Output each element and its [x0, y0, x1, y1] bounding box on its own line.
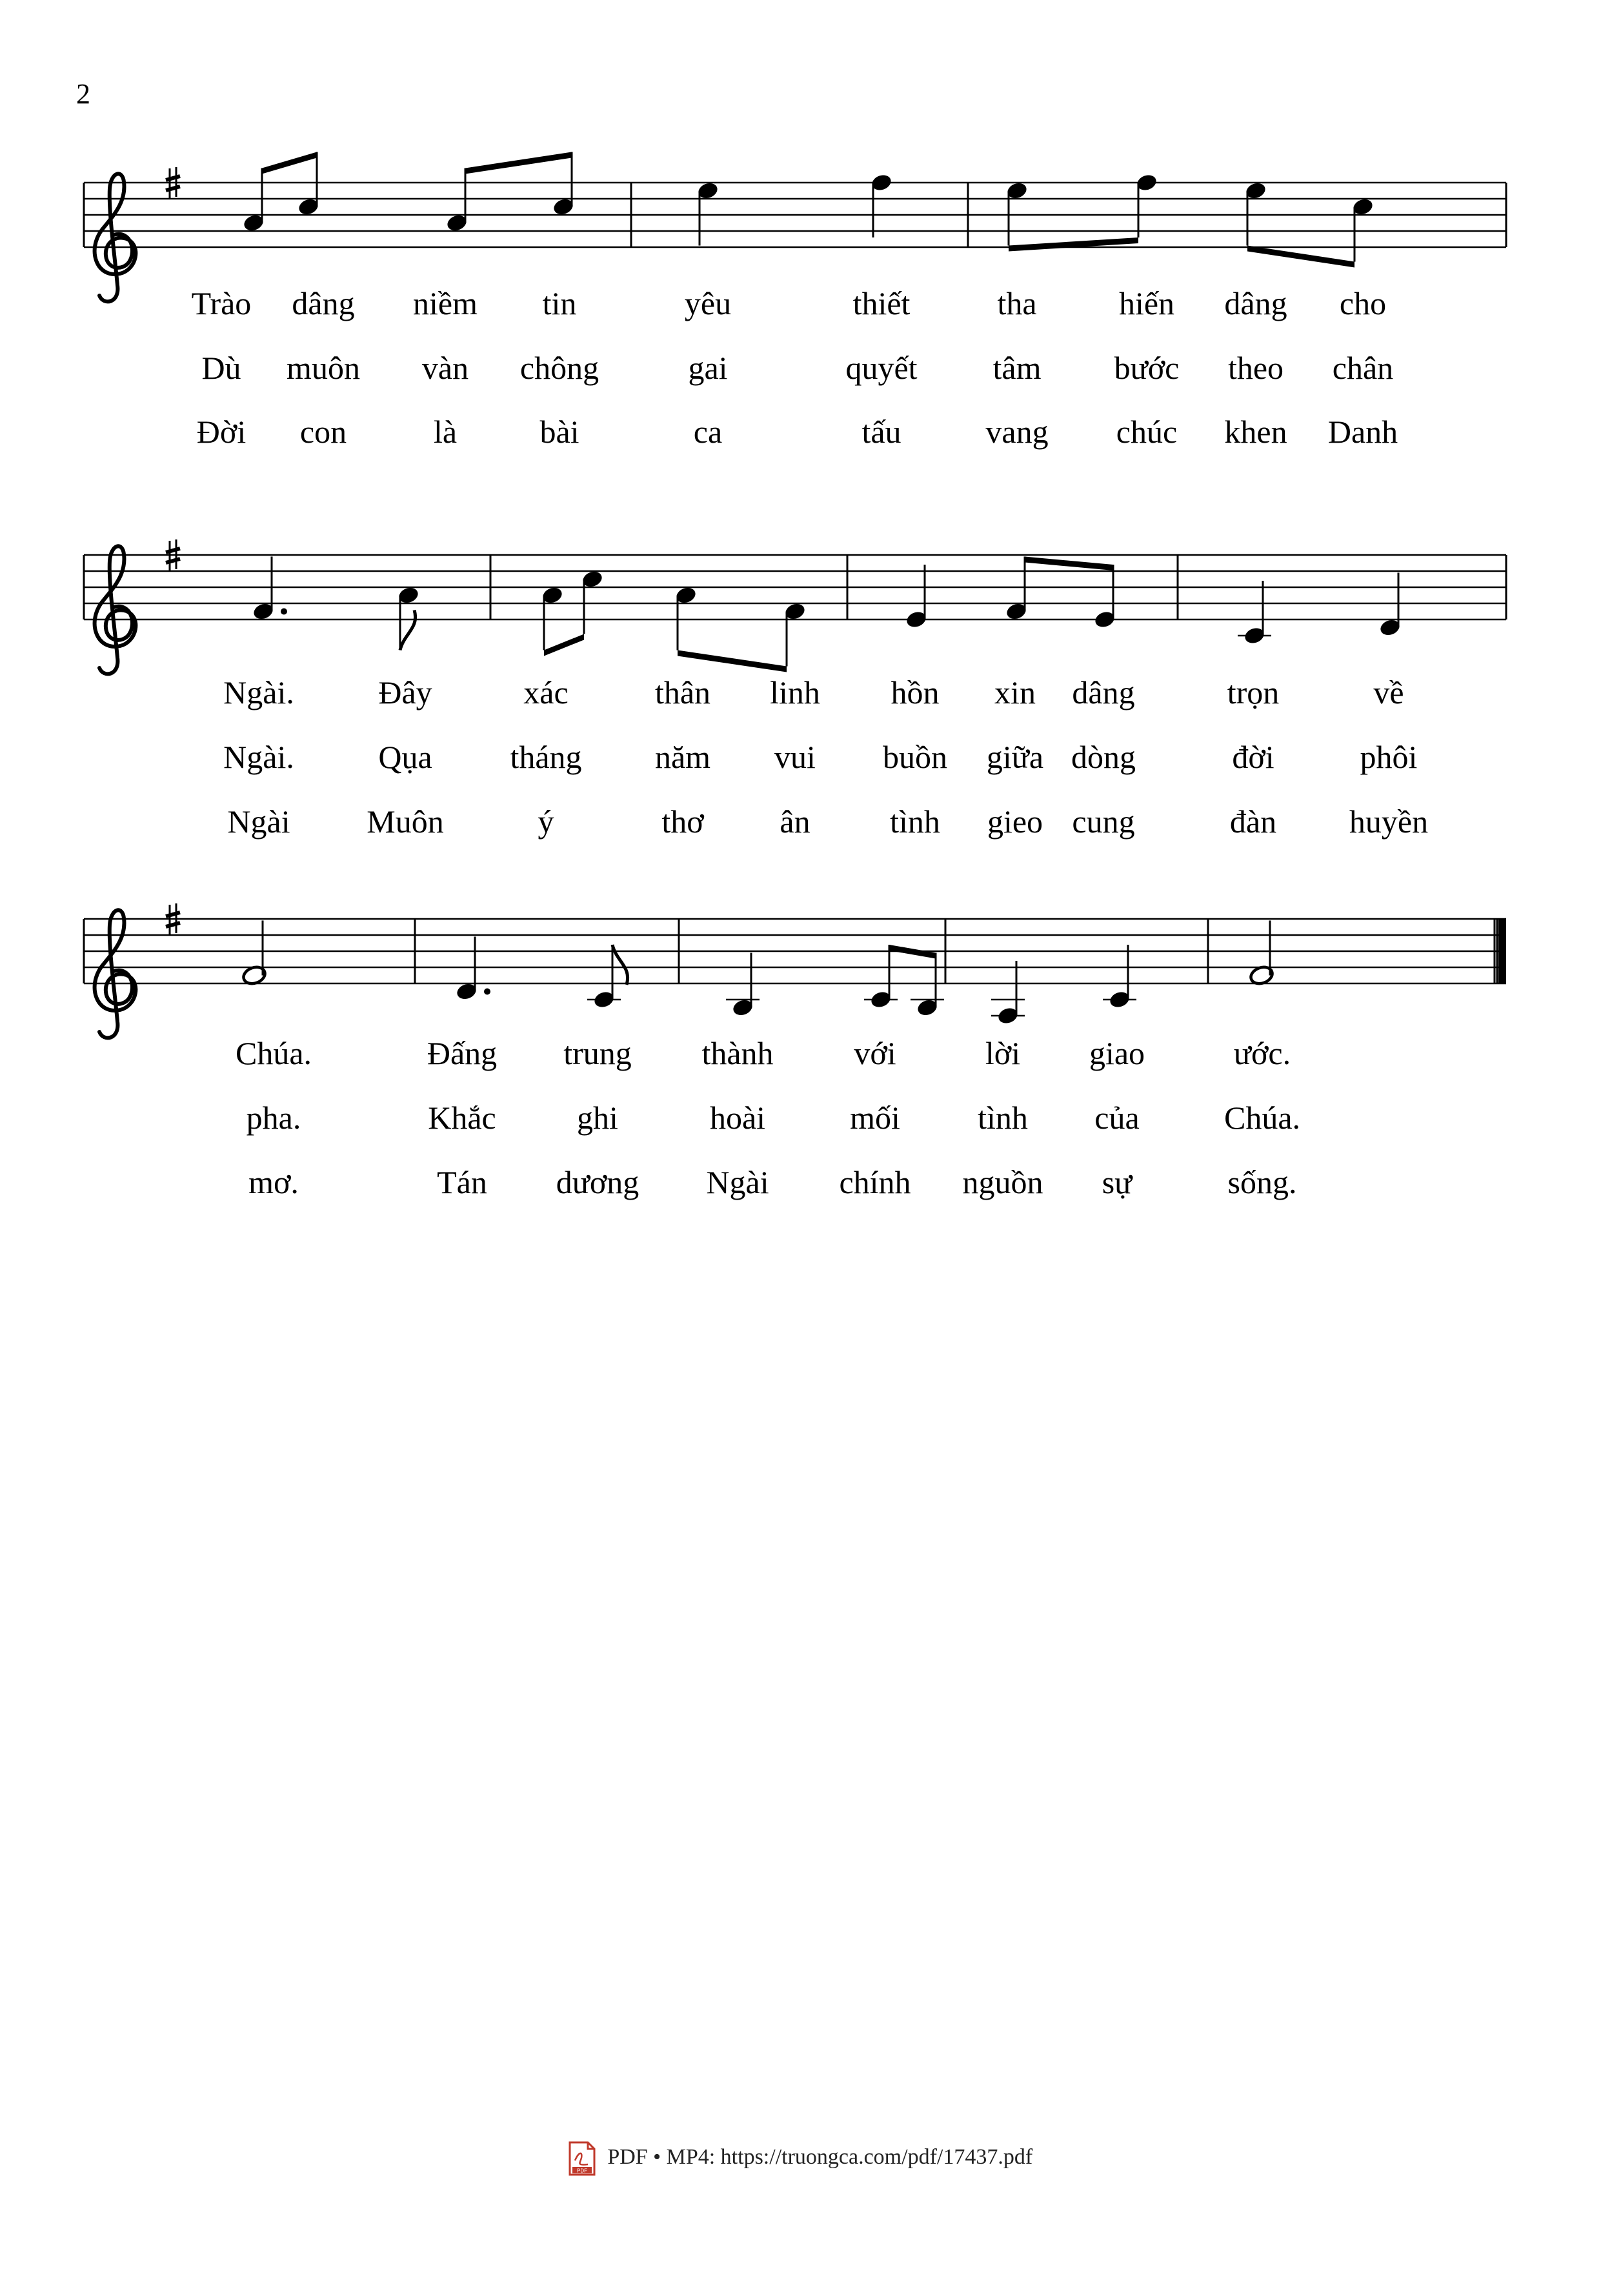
- staff-system-2: [84, 539, 1506, 674]
- note: [581, 569, 604, 634]
- lyric-syllable: Ngài.: [223, 674, 294, 710]
- svg-text:PDF: PDF: [576, 2168, 587, 2174]
- lyric-syllable: pha.: [246, 1100, 301, 1136]
- lyric-syllable: Tán: [437, 1164, 487, 1200]
- note: [991, 961, 1025, 1025]
- lyric-syllable: ước.: [1233, 1035, 1291, 1071]
- beam: [544, 634, 584, 656]
- note: [252, 557, 287, 621]
- footer-text: PDF • MP4: https://truongca.com/pdf/17437.pdf: [607, 2144, 1033, 2169]
- lyric-syllable: xin: [994, 674, 1036, 710]
- pdf-icon: [569, 2141, 596, 2176]
- lyric-syllable: của: [1094, 1100, 1140, 1136]
- lyric-syllable: Khắc: [428, 1100, 496, 1136]
- lyric-syllable: Đấng: [427, 1035, 498, 1071]
- note: [541, 585, 564, 650]
- lyric-syllable: Đây: [378, 674, 432, 710]
- lyric-syllable: phôi: [1360, 739, 1418, 775]
- note: [1249, 921, 1274, 987]
- lyric-syllable: mơ.: [248, 1164, 299, 1200]
- lyric-syllable: tâm: [992, 350, 1042, 386]
- lyric-syllable: nguồn: [962, 1164, 1043, 1200]
- note: [1005, 181, 1029, 245]
- lyric-syllable: với: [854, 1035, 896, 1071]
- beam: [1009, 237, 1138, 252]
- lyric-syllable: bài: [539, 414, 579, 450]
- lyric-syllable: niềm: [413, 285, 478, 321]
- lyric-syllable: theo: [1227, 350, 1284, 386]
- note: [864, 945, 898, 1009]
- lyric-syllable: Đời: [196, 414, 247, 450]
- lyric-syllable: Trào: [191, 285, 252, 321]
- note: [1378, 573, 1402, 638]
- lyric-syllable: dòng: [1071, 739, 1136, 775]
- lyric-syllable: ý: [538, 803, 554, 840]
- lyric-syllable: quyết: [845, 350, 918, 386]
- lyric-syllable: Ngài.: [223, 739, 294, 775]
- note: [674, 585, 698, 650]
- lyric-syllable: yêu: [684, 285, 732, 321]
- note: [397, 585, 420, 650]
- lyric-syllable: dâng: [1224, 285, 1287, 321]
- note: [1238, 581, 1271, 645]
- lyric-syllable: vui: [774, 739, 816, 775]
- lyric-syllable: chân: [1332, 350, 1394, 386]
- staff-system-1: [84, 152, 1506, 302]
- note: [1244, 181, 1267, 245]
- lyric-syllable: tình: [890, 803, 940, 840]
- lyric-syllable: trọn: [1227, 674, 1280, 710]
- footer: [0, 2141, 1601, 2176]
- note: [905, 565, 928, 629]
- lyric-syllable: tháng: [510, 739, 582, 775]
- flag: [400, 610, 416, 650]
- beam: [889, 945, 936, 959]
- lyric-syllable: gai: [688, 350, 728, 386]
- lyric-syllable: Ngài: [227, 803, 290, 840]
- lyric-syllable: đời: [1232, 739, 1274, 775]
- lyric-syllable: Ngài: [706, 1164, 769, 1200]
- lyric-syllable: dâng: [1072, 674, 1135, 710]
- lyric-syllable: bước: [1114, 350, 1180, 386]
- lyric-syllable: hiến: [1118, 285, 1175, 321]
- note: [455, 937, 490, 1002]
- page-number: 2: [76, 78, 90, 110]
- lyric-syllable: dâng: [292, 285, 355, 321]
- lyric-syllable: cho: [1339, 285, 1387, 321]
- lyric-syllable: huyền: [1349, 803, 1429, 840]
- note: [1135, 173, 1158, 237]
- beam: [262, 152, 317, 174]
- lyric-syllable: linh: [770, 674, 820, 710]
- lyric-syllable: chông: [519, 350, 599, 386]
- lyric-syllable: chúc: [1116, 414, 1178, 450]
- note: [1005, 557, 1028, 621]
- note: [1093, 565, 1116, 629]
- beam: [1247, 246, 1354, 268]
- lyric-syllable: dương: [556, 1164, 639, 1200]
- lyric-syllable: Dù: [201, 350, 241, 386]
- lyric-syllable: muôn: [287, 350, 360, 386]
- lyric-syllable: là: [433, 414, 458, 450]
- lyric-syllable: giữa: [986, 739, 1044, 775]
- note: [241, 921, 267, 987]
- lyric-syllable: trung: [563, 1035, 632, 1071]
- lyric-syllable: đàn: [1229, 803, 1277, 840]
- lyric-syllable: ca: [693, 414, 723, 450]
- lyric-syllable: lời: [985, 1035, 1021, 1071]
- lyric-syllable: Muôn: [367, 803, 444, 840]
- note: [696, 181, 720, 245]
- lyric-syllable: tình: [978, 1100, 1028, 1136]
- lyric-syllable: về: [1373, 674, 1404, 710]
- staff-system-3: [84, 903, 1506, 1038]
- lyric-syllable: xác: [523, 674, 569, 710]
- note: [726, 953, 760, 1018]
- lyric-syllable: tấu: [861, 414, 901, 450]
- lyric-syllable: thành: [701, 1035, 774, 1071]
- lyric-syllable: con: [299, 414, 347, 450]
- note: [870, 173, 893, 237]
- beam: [465, 152, 572, 174]
- lyric-syllable: thân: [654, 674, 711, 710]
- lyric-syllable: tha: [997, 285, 1037, 321]
- lyric-syllable: thơ: [661, 803, 704, 840]
- lyric-syllable: giao: [1089, 1035, 1145, 1071]
- lyric-syllable: tin: [542, 285, 577, 321]
- lyric-syllable: ghi: [577, 1100, 618, 1136]
- note: [911, 953, 944, 1018]
- treble-clef-icon: [95, 546, 136, 674]
- note: [242, 168, 265, 233]
- note: [1103, 945, 1136, 1009]
- dot: [281, 609, 287, 615]
- note: [445, 168, 468, 233]
- lyric-syllable: vang: [985, 414, 1049, 450]
- lyric-syllable: sống.: [1227, 1164, 1297, 1200]
- note: [1351, 197, 1374, 261]
- lyric-syllable: Chúa.: [1223, 1100, 1301, 1136]
- note: [783, 601, 807, 666]
- lyric-syllable: năm: [654, 739, 711, 775]
- treble-clef-icon: [95, 174, 136, 301]
- note: [552, 152, 575, 217]
- dot: [484, 989, 490, 995]
- lyric-syllable: Qụa: [378, 739, 432, 775]
- beam: [1025, 557, 1113, 571]
- lyric-syllable: ân: [780, 803, 811, 840]
- lyric-syllable: cung: [1072, 803, 1135, 840]
- lyric-syllable: hoài: [709, 1100, 766, 1136]
- lyric-syllable: khen: [1224, 414, 1287, 450]
- beam: [678, 650, 787, 672]
- lyric-syllable: sự: [1102, 1164, 1133, 1200]
- lyric-syllable: gieo: [987, 803, 1043, 840]
- lyric-syllable: Chúa.: [235, 1035, 312, 1071]
- note: [587, 945, 628, 1009]
- lyric-syllable: Danh: [1327, 414, 1398, 450]
- lyric-syllable: vàn: [421, 350, 469, 386]
- lyric-syllable: mối: [850, 1100, 900, 1136]
- treble-clef-icon: [95, 910, 136, 1038]
- lyric-syllable: thiết: [852, 285, 911, 321]
- lyric-syllable: buồn: [883, 739, 947, 775]
- lyric-syllable: hồn: [891, 674, 940, 710]
- lyric-syllable: chính: [839, 1164, 911, 1200]
- final-barline-thick: [1498, 919, 1506, 983]
